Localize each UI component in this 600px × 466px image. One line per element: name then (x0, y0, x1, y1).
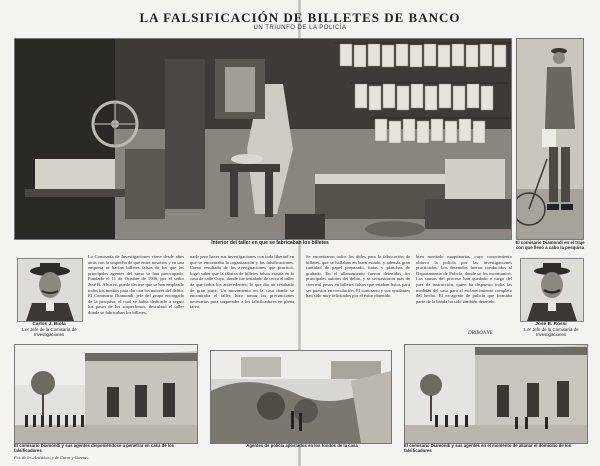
portrait-right (520, 258, 584, 322)
article-subtitle: UN TRIUNFO DE LA POLICÍA (253, 25, 347, 31)
portrait-left-caption (14, 322, 84, 338)
portrait-left-name: Carlos J. Biola (32, 322, 66, 327)
bottom-photo-right-image (405, 345, 587, 443)
bottom-photo-left-image (15, 345, 197, 443)
portrait-left (17, 258, 83, 322)
workshop-photo (14, 38, 512, 240)
bottom-photo-middle-image (211, 351, 391, 443)
photo-credit: Fot. de la «Artística» y de Caras y Caretas. (14, 455, 90, 460)
article-column-4: bien montado maquinarias, cuyo conocimiento obtuvo la policía por las investigaciones practicadas. Los detenidos fueron conducidos al Departamento de Policía, donde se les incomunicó. Las causas del proceso han quedado a cargo del juez de instrucción, quien ha dispuesto todas las medidas del caso para el esclarecimiento completo del hecho. El ex-agente de policía que formaba parte de la banda ha sido también detenido. (416, 254, 512, 304)
article-title: LA FALSIFICACIÓN DE BILLETES DE BANCO (139, 10, 461, 25)
commissioner-photo-image (517, 39, 583, 239)
bottom-caption-left: El comisario Diamondi y sus agentes disponiéndose a penetrar en casa de los falsificadores (14, 443, 174, 453)
portrait-left-image (18, 259, 82, 321)
main-photo-caption: Interior del taller en que se fabricaban los billetes (211, 240, 329, 246)
bottom-photo-right (404, 344, 588, 444)
bottom-caption-right: El comisario Diamondi y sus agentes en el momento de allanar el domicilio de los falsificadores (404, 443, 572, 453)
article-column-1: La Comisaría de Investigaciones viene desde años atrás con la sospecha de que entre nosotros y en una empresa se hacían billetes falsos de los que los principales agentes del ramo se han preocupado. Fundado el 11 de Octubre de 1906, por el señor José B. Alvarez, puede decirse que se han empleado todos los medios para dar con los autores del delito. El Comisario Diamondi, jefe del grupo encargado de la pesquisa, el cual se había dedicado a seguir los pasos de los sospechosos, descubrió el taller donde se fabricaban los billetes. (88, 254, 184, 315)
author-signature: DRIBONNE (468, 331, 493, 336)
portrait-right-image (521, 259, 583, 321)
article-column-3: Se encontraron todos los útiles para la fabricación de billetes, que se hallaban en buen estado, y además gran cantidad de papel preparado, tintas y planchas de grabado. En el allanamiento fueron detenidos los principales autores del delito, y se secuestraron más de cien mil pesos en billetes falsos que estaban listos para ser puestos en circulación. El comisario y sus ayudantes han sido muy felicitados por el éxito obtenido. (306, 254, 410, 299)
portrait-right-name: José B. Rossi (535, 322, 567, 327)
workshop-photo-image (15, 39, 511, 239)
commissioner-photo (516, 38, 584, 240)
article-column-2: nado para hacer sus investigaciones con toda libertad en que se encontraba la organización y las falsificaciones. Como resultado de las averiguaciones que practicó, logró saber que la fábrica de billetes falsos existía en la casa de calle Cuyo, donde fue instalado de cerca el taller de que todos los antecedentes, lo que dio un resultado de gran parte. Un movimiento en la casa donde se encontraba el taller, hizo tomar las precauciones necesarias para sorprender a los falsificadores en plena tarea. (190, 254, 294, 310)
bottom-caption-middle: Agentes de policía apostados en los fondos de la casa (246, 443, 358, 448)
portrait-right-role: 1.er Jefe de la Comisaría de Investigaciones (523, 327, 579, 338)
portrait-right-caption (516, 322, 586, 338)
bottom-photo-left (14, 344, 198, 444)
bottom-photo-middle (210, 350, 392, 444)
portrait-left-role: 1.er Jefe de la Comisaría de Investigaciones (21, 327, 77, 338)
commissioner-caption: El comisario Diamondi en el traje con que llevó a cabo la pesquisa (515, 240, 585, 251)
